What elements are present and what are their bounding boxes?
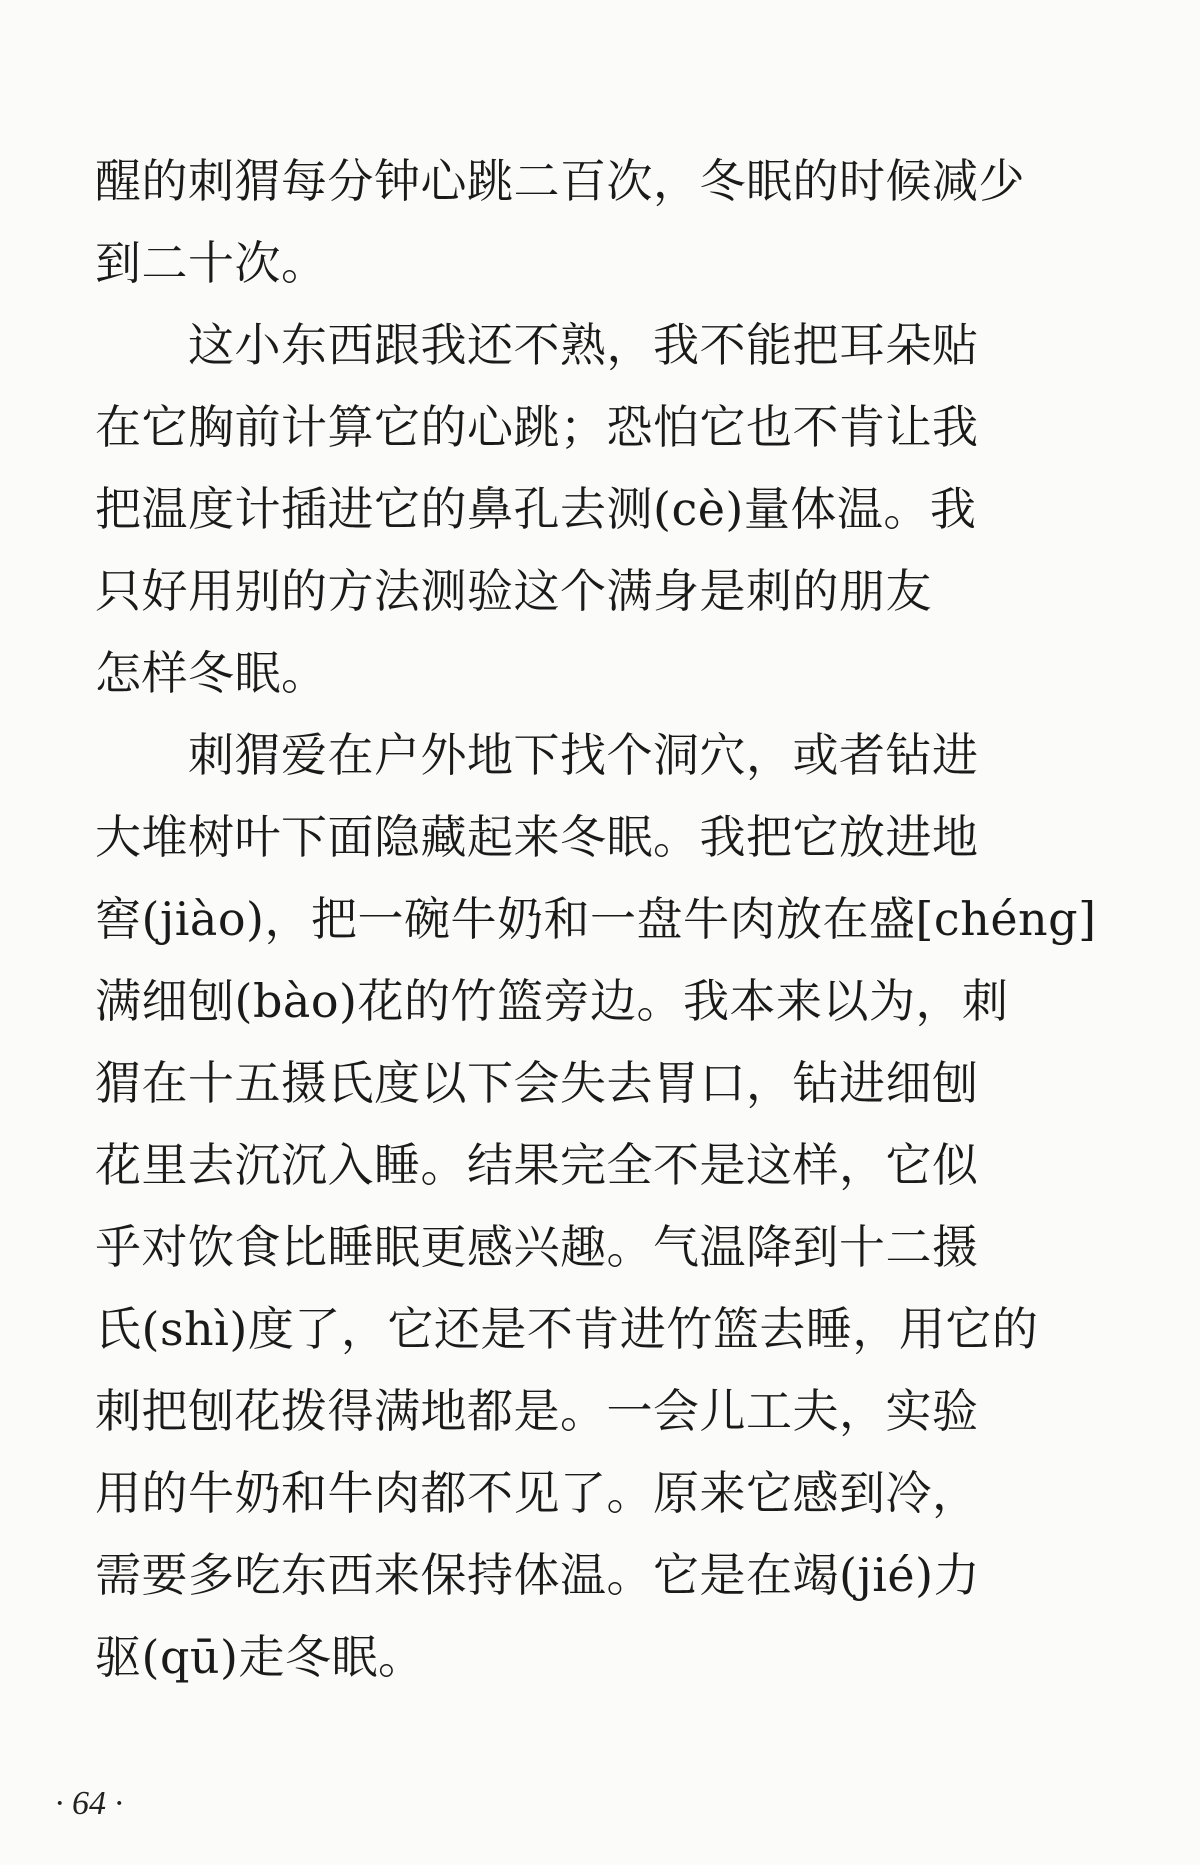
text-line: 花里去沉沉入睡。结果完全不是这样，它似: [95, 1138, 979, 1192]
text-line: 到二十次。: [95, 236, 328, 290]
text-line: 乎对饮食比睡眠更感兴趣。气温降到十二摄: [95, 1220, 979, 1274]
text-line: 满细刨(bào)花的竹篮旁边。我本来以为，刺: [95, 974, 1009, 1028]
text-line: 窖(jiào)，把一碗牛奶和一盘牛肉放在盛[chéng]: [95, 892, 1097, 946]
text-line: 用的牛奶和牛肉都不见了。原来它感到冷，: [95, 1466, 979, 1520]
text-line: 怎样冬眠。: [95, 646, 328, 700]
text-line: 把温度计插进它的鼻孔去测(cè)量体温。我: [95, 482, 977, 536]
text-line: 醒的刺猬每分钟心跳二百次，冬眠的时候减少: [95, 154, 1025, 208]
text-line: 驱(qū)走冬眠。: [95, 1630, 425, 1684]
text-line: 大堆树叶下面隐藏起来冬眠。我把它放进地: [95, 810, 979, 864]
body-text: [95, 140, 1115, 1698]
text-line: 氏(shì)度了，它还是不肯进竹篮去睡，用它的: [95, 1302, 1039, 1356]
text-line: 猬在十五摄氏度以下会失去胃口，钻进细刨: [95, 1056, 979, 1110]
text-line: 刺猬爱在户外地下找个洞穴，或者钻进: [95, 728, 979, 782]
page-number: · 64 ·: [55, 1785, 123, 1822]
text-line: 刺把刨花拨得满地都是。一会儿工夫，实验: [95, 1384, 979, 1438]
text-line: 需要多吃东西来保持体温。它是在竭(jié)力: [95, 1548, 981, 1602]
text-line: 只好用别的方法测验这个满身是刺的朋友: [95, 564, 932, 618]
text-line: 这小东西跟我还不熟，我不能把耳朵贴: [95, 318, 979, 372]
text-line: 在它胸前计算它的心跳；恐怕它也不肯让我: [95, 400, 979, 454]
